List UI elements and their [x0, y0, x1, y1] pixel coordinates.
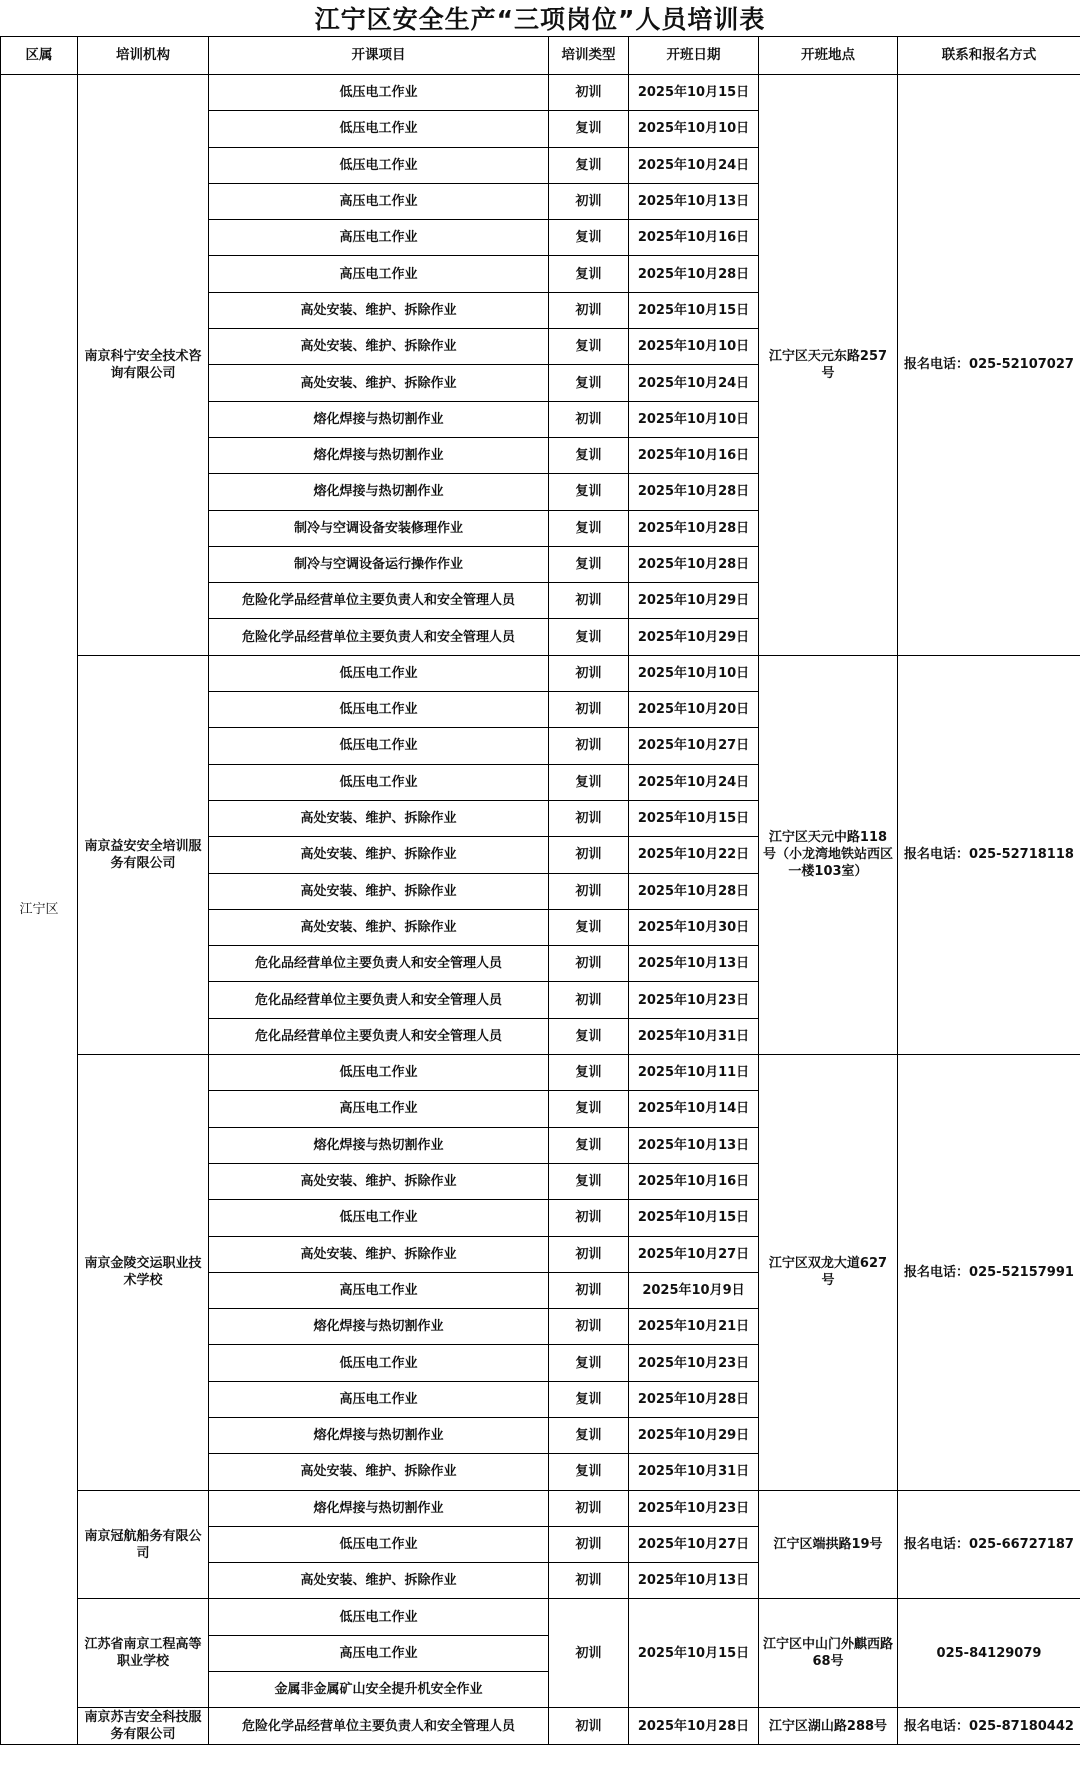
contact-cell: 报名电话：025-52157991: [898, 1055, 1080, 1491]
header-contact: 联系和报名方式: [898, 37, 1080, 75]
course-name: 低压电工作业: [209, 655, 549, 691]
location-cell: 江宁区端拱路19号: [759, 1490, 898, 1599]
course-name: 高压电工作业: [209, 1635, 549, 1671]
training-type: 初训: [549, 1526, 629, 1562]
course-name: 危险化学品经营单位主要负责人和安全管理人员: [209, 583, 549, 619]
start-date: 2025年10月28日: [629, 1708, 759, 1744]
start-date: 2025年10月16日: [629, 220, 759, 256]
page-title: 江宁区安全生产“三项岗位”人员培训表: [314, 5, 766, 34]
training-type: 初训: [549, 837, 629, 873]
start-date: 2025年10月28日: [629, 510, 759, 546]
training-type: 初训: [549, 583, 629, 619]
header-district: 区属: [1, 37, 78, 75]
contact-cell: 报名电话：025-87180442: [898, 1708, 1080, 1744]
start-date: 2025年10月15日: [629, 75, 759, 111]
course-name: 低压电工作业: [209, 1055, 549, 1091]
training-type: 复训: [549, 764, 629, 800]
course-name: 低压电工作业: [209, 1345, 549, 1381]
table-row: [1, 1599, 1080, 1635]
start-date: 2025年10月23日: [629, 1345, 759, 1381]
course-name: 低压电工作业: [209, 764, 549, 800]
training-type: 复训: [549, 1055, 629, 1091]
course-name: 高压电工作业: [209, 220, 549, 256]
contact-cell: 报名电话：025-66727187: [898, 1490, 1080, 1599]
header-institution: 培训机构: [78, 37, 209, 75]
start-date: 2025年10月24日: [629, 764, 759, 800]
course-name: 熔化焊接与热切割作业: [209, 1309, 549, 1345]
course-name: 低压电工作业: [209, 1200, 549, 1236]
course-name: 熔化焊接与热切割作业: [209, 401, 549, 437]
training-type: 复训: [549, 1127, 629, 1163]
course-name: 低压电工作业: [209, 111, 549, 147]
course-name: 熔化焊接与热切割作业: [209, 1127, 549, 1163]
start-date: 2025年10月27日: [629, 1236, 759, 1272]
course-name: 危险化学品经营单位主要负责人和安全管理人员: [209, 1708, 549, 1744]
course-name: 高压电工作业: [209, 183, 549, 219]
training-type: 复训: [549, 256, 629, 292]
start-date: 2025年10月28日: [629, 256, 759, 292]
training-table: [0, 36, 1080, 1745]
training-type: 初训: [549, 1236, 629, 1272]
institution-name: 南京科宁安全技术咨询有限公司: [78, 75, 209, 656]
training-type: 复训: [549, 1345, 629, 1381]
start-date: 2025年10月21日: [629, 1309, 759, 1345]
table-row: [1, 1490, 1080, 1526]
location-cell: 江宁区天元东路257号: [759, 75, 898, 656]
institution-name: 南京金陵交运职业技术学校: [78, 1055, 209, 1491]
contact-cell: 报名电话：025-52718118: [898, 655, 1080, 1054]
training-type: 复训: [549, 437, 629, 473]
course-name: 高压电工作业: [209, 256, 549, 292]
district-cell: 江宁区: [1, 75, 78, 1745]
start-date: 2025年10月29日: [629, 619, 759, 655]
training-type: 复训: [549, 220, 629, 256]
start-date: 2025年10月23日: [629, 982, 759, 1018]
header-location: 开班地点: [759, 37, 898, 75]
start-date: 2025年10月14日: [629, 1091, 759, 1127]
training-type: 复训: [549, 474, 629, 510]
start-date: 2025年10月15日: [629, 292, 759, 328]
course-name: 熔化焊接与热切割作业: [209, 1490, 549, 1526]
start-date: 2025年10月10日: [629, 655, 759, 691]
start-date: 2025年10月13日: [629, 946, 759, 982]
course-name: 低压电工作业: [209, 75, 549, 111]
training-type: 复训: [549, 1454, 629, 1490]
start-date: 2025年10月15日: [629, 1200, 759, 1236]
training-type: 复训: [549, 1163, 629, 1199]
training-type: 初训: [549, 728, 629, 764]
table-row: [1, 1708, 1080, 1744]
training-type: 复训: [549, 1018, 629, 1054]
training-type: 初训: [549, 183, 629, 219]
start-date: 2025年10月20日: [629, 692, 759, 728]
training-type: 初训: [549, 75, 629, 111]
course-name: 高处安装、维护、拆除作业: [209, 292, 549, 328]
start-date: 2025年10月22日: [629, 837, 759, 873]
start-date: 2025年10月27日: [629, 728, 759, 764]
course-name: 低压电工作业: [209, 1599, 549, 1635]
course-name: 低压电工作业: [209, 692, 549, 728]
training-type: 初训: [549, 655, 629, 691]
start-date: 2025年10月10日: [629, 401, 759, 437]
course-name: 熔化焊接与热切割作业: [209, 474, 549, 510]
course-name: 熔化焊接与热切割作业: [209, 1417, 549, 1453]
course-name: 危化品经营单位主要负责人和安全管理人员: [209, 946, 549, 982]
training-type: 复训: [549, 619, 629, 655]
header-training-type: 培训类型: [549, 37, 629, 75]
course-name: 危化品经营单位主要负责人和安全管理人员: [209, 982, 549, 1018]
start-date: 2025年10月29日: [629, 583, 759, 619]
header-start-date: 开班日期: [629, 37, 759, 75]
course-name: 高压电工作业: [209, 1272, 549, 1308]
training-type: 初训: [549, 946, 629, 982]
course-name: 高处安装、维护、拆除作业: [209, 329, 549, 365]
training-type: 初训: [549, 1563, 629, 1599]
course-name: 高处安装、维护、拆除作业: [209, 1163, 549, 1199]
training-type: 初训: [549, 401, 629, 437]
table-body: [1, 75, 1080, 1745]
start-date: 2025年10月16日: [629, 1163, 759, 1199]
course-name: 高处安装、维护、拆除作业: [209, 1236, 549, 1272]
start-date: 2025年10月13日: [629, 183, 759, 219]
institution-name: 南京苏吉安全科技服务有限公司: [78, 1708, 209, 1744]
training-type: 初训: [549, 1309, 629, 1345]
location-cell: 江宁区双龙大道627号: [759, 1055, 898, 1491]
header-course: 开课项目: [209, 37, 549, 75]
course-name: 制冷与空调设备运行操作作业: [209, 546, 549, 582]
start-date: 2025年10月24日: [629, 147, 759, 183]
table-row: [1, 655, 1080, 691]
start-date: 2025年10月11日: [629, 1055, 759, 1091]
start-date: 2025年10月24日: [629, 365, 759, 401]
start-date: 2025年10月28日: [629, 546, 759, 582]
start-date: 2025年10月28日: [629, 873, 759, 909]
start-date: 2025年10月28日: [629, 474, 759, 510]
training-type: 复训: [549, 546, 629, 582]
course-name: 高处安装、维护、拆除作业: [209, 800, 549, 836]
start-date: 2025年10月9日: [629, 1272, 759, 1308]
start-date: 2025年10月13日: [629, 1563, 759, 1599]
training-type: 初训: [549, 1200, 629, 1236]
contact-cell: 报名电话：025-52107027: [898, 75, 1080, 656]
header-row: [1, 37, 1080, 75]
course-name: 高处安装、维护、拆除作业: [209, 1563, 549, 1599]
location-cell: 江宁区中山门外麒西路68号: [759, 1599, 898, 1708]
training-type: 初训: [549, 800, 629, 836]
start-date: 2025年10月29日: [629, 1417, 759, 1453]
training-type: 初训: [549, 1272, 629, 1308]
training-type: 初训: [549, 1599, 629, 1708]
start-date: 2025年10月30日: [629, 909, 759, 945]
training-type: 初训: [549, 873, 629, 909]
course-name: 高压电工作业: [209, 1091, 549, 1127]
institution-name: 南京冠航船务有限公司: [78, 1490, 209, 1599]
institution-name: 江苏省南京工程高等职业学校: [78, 1599, 209, 1708]
course-name: 低压电工作业: [209, 728, 549, 764]
training-type: 复训: [549, 365, 629, 401]
start-date: 2025年10月31日: [629, 1018, 759, 1054]
table-row: [1, 75, 1080, 111]
course-name: 金属非金属矿山安全提升机安全作业: [209, 1672, 549, 1708]
course-name: 高处安装、维护、拆除作业: [209, 873, 549, 909]
course-name: 制冷与空调设备安装修理作业: [209, 510, 549, 546]
course-name: 高处安装、维护、拆除作业: [209, 1454, 549, 1490]
location-cell: 江宁区天元中路118号（小龙湾地铁站西区一楼103室）: [759, 655, 898, 1054]
institution-name: 南京益安安全培训服务有限公司: [78, 655, 209, 1054]
course-name: 高处安装、维护、拆除作业: [209, 909, 549, 945]
start-date: 2025年10月31日: [629, 1454, 759, 1490]
start-date: 2025年10月10日: [629, 111, 759, 147]
training-type: 复训: [549, 1381, 629, 1417]
start-date: 2025年10月13日: [629, 1127, 759, 1163]
training-type: 复训: [549, 909, 629, 945]
training-type: 复训: [549, 329, 629, 365]
contact-cell: 025-84129079: [898, 1599, 1080, 1708]
start-date: 2025年10月27日: [629, 1526, 759, 1562]
training-type: 初训: [549, 292, 629, 328]
start-date: 2025年10月28日: [629, 1381, 759, 1417]
course-name: 危化品经营单位主要负责人和安全管理人员: [209, 1018, 549, 1054]
training-type: 初训: [549, 692, 629, 728]
course-name: 熔化焊接与热切割作业: [209, 437, 549, 473]
training-type: 复训: [549, 1091, 629, 1127]
table-row: [1, 1055, 1080, 1091]
course-name: 危险化学品经营单位主要负责人和安全管理人员: [209, 619, 549, 655]
training-type: 复训: [549, 147, 629, 183]
location-cell: 江宁区湖山路288号: [759, 1708, 898, 1744]
training-type: 复训: [549, 1417, 629, 1453]
course-name: 高压电工作业: [209, 1381, 549, 1417]
training-type: 初训: [549, 1708, 629, 1744]
training-type: 复训: [549, 510, 629, 546]
course-name: 低压电工作业: [209, 147, 549, 183]
training-type: 初训: [549, 982, 629, 1018]
training-type: 初训: [549, 1490, 629, 1526]
start-date: 2025年10月10日: [629, 329, 759, 365]
training-type: 复训: [549, 111, 629, 147]
course-name: 高处安装、维护、拆除作业: [209, 365, 549, 401]
start-date: 2025年10月23日: [629, 1490, 759, 1526]
course-name: 低压电工作业: [209, 1526, 549, 1562]
course-name: 高处安装、维护、拆除作业: [209, 837, 549, 873]
start-date: 2025年10月15日: [629, 800, 759, 836]
start-date: 2025年10月16日: [629, 437, 759, 473]
start-date: 2025年10月15日: [629, 1599, 759, 1708]
